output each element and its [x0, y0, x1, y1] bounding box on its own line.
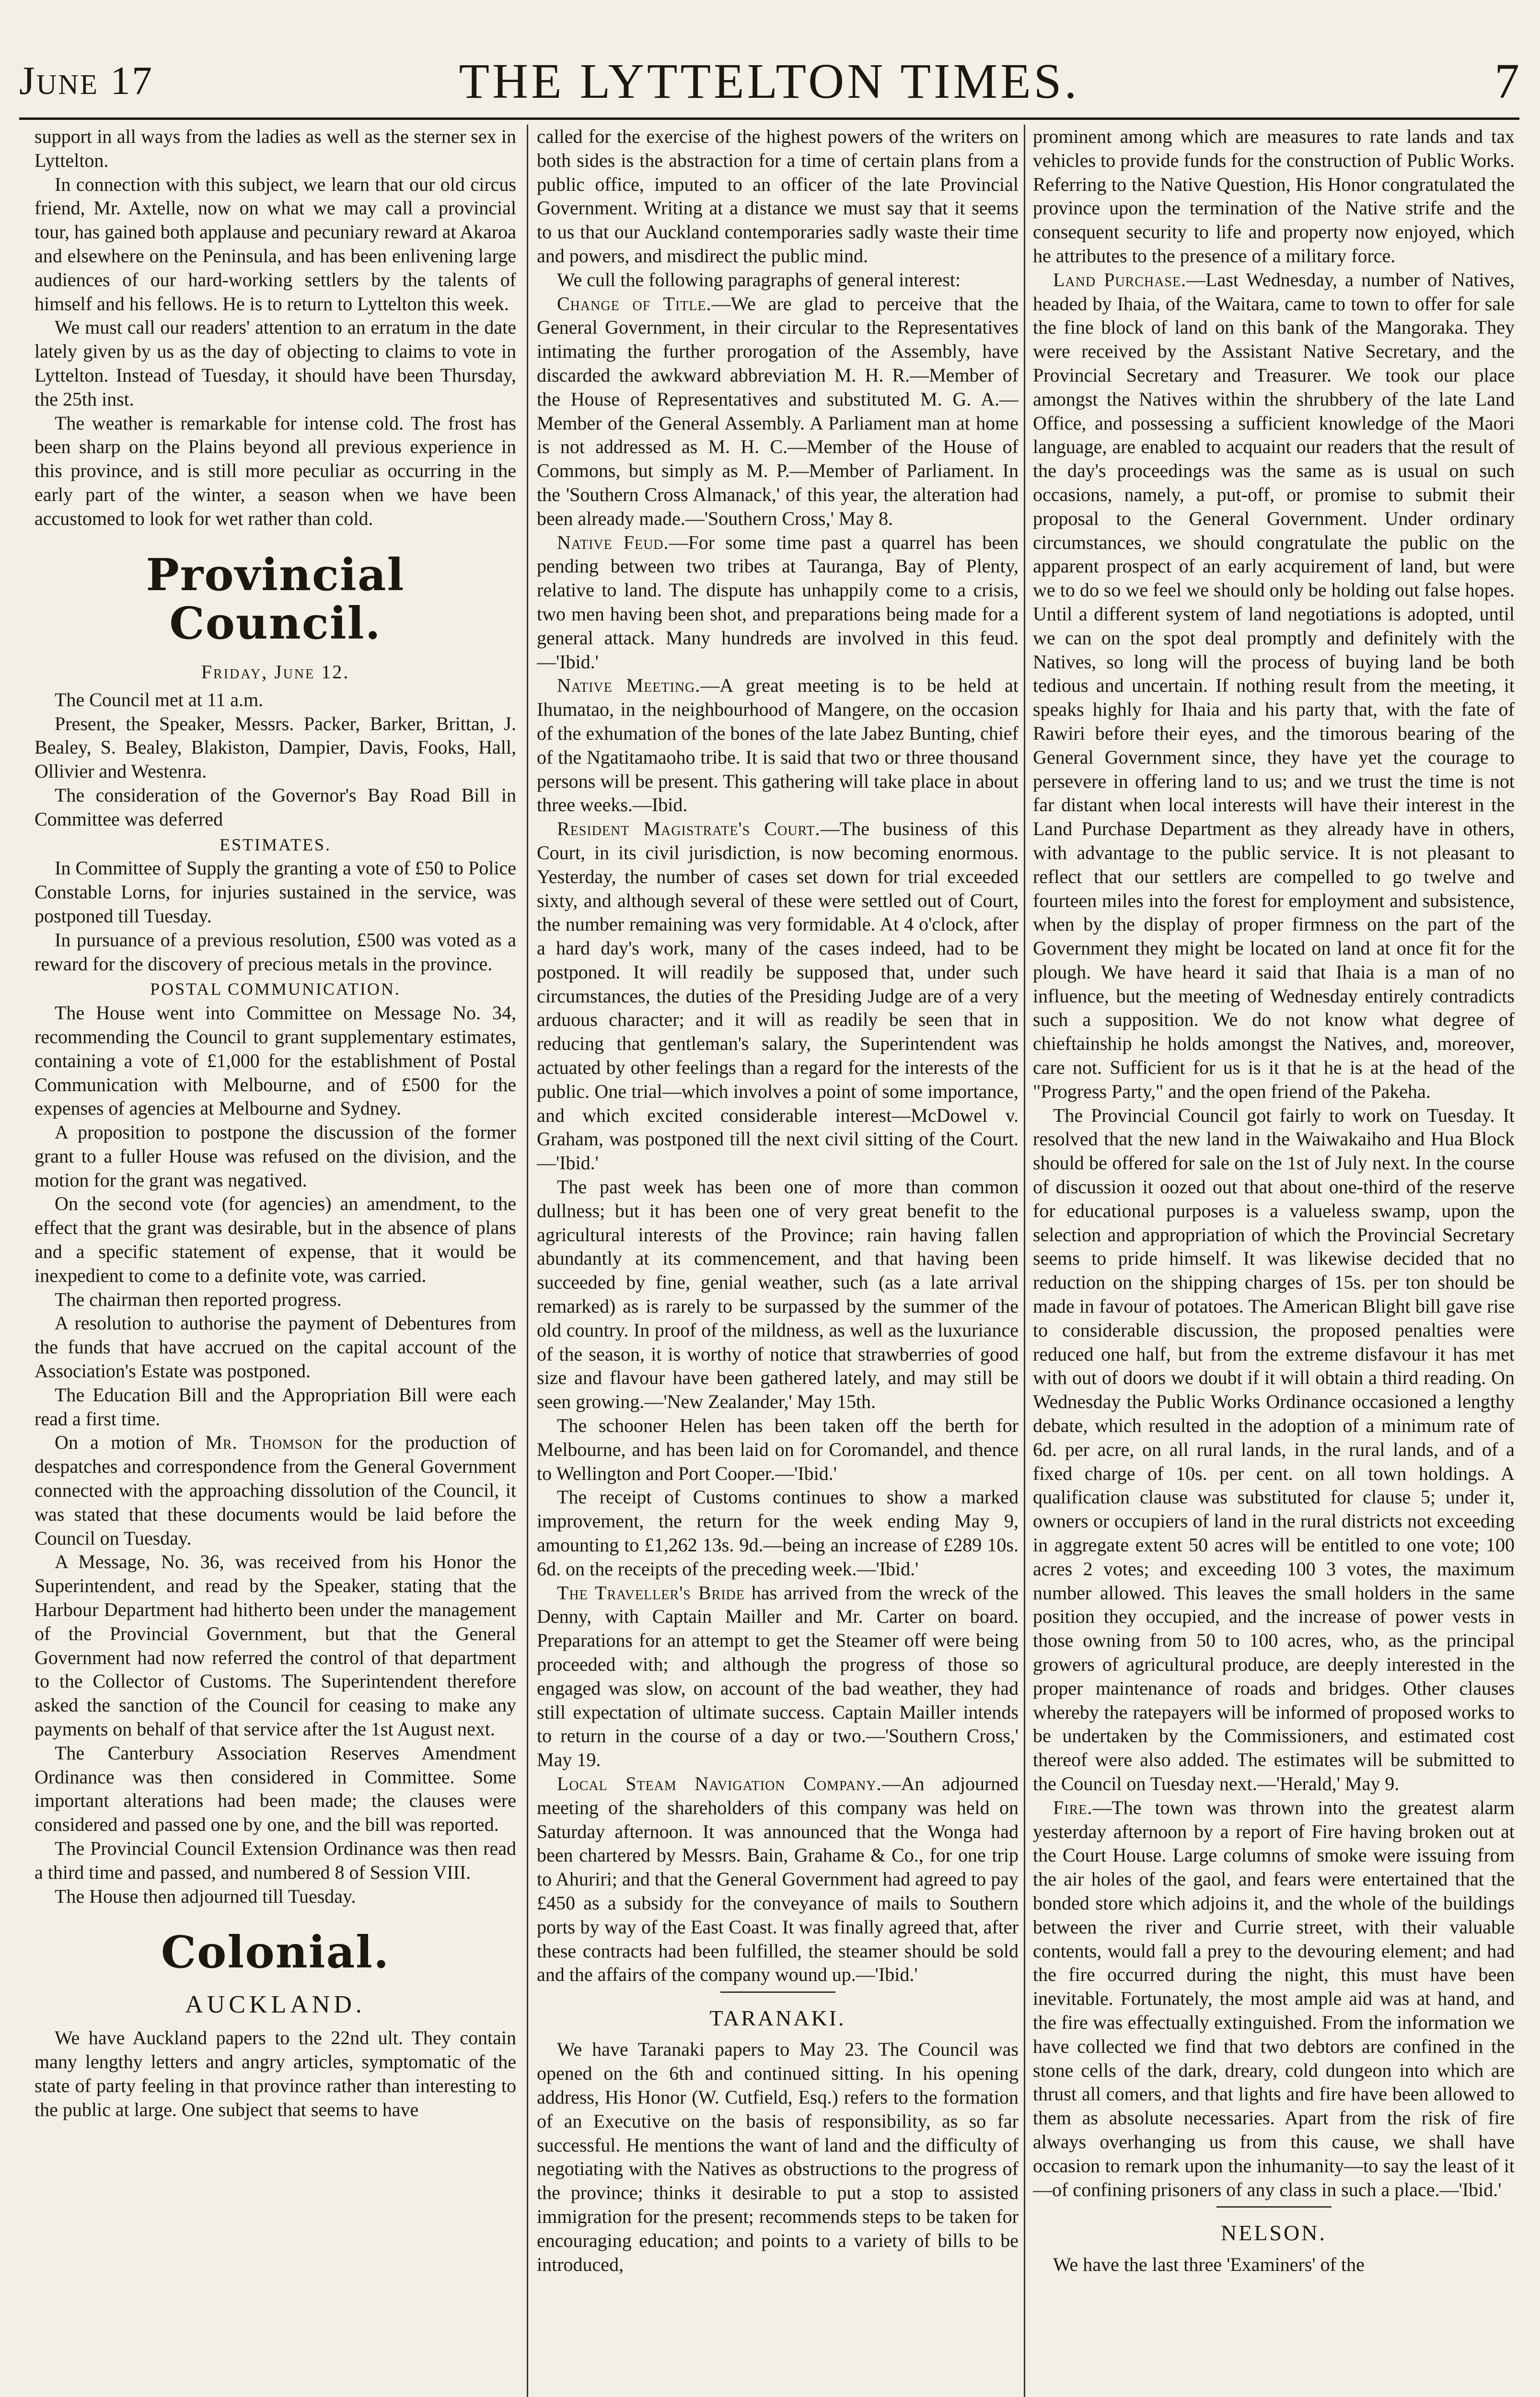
paragraph: support in all ways from the ladies as well as the sterner sex in Lyttelton.	[35, 126, 516, 171]
paragraph: called for the exercise of the highest powers of the writers on both sides is the abstraction for a time of certain plans from a public office, imputed to an officer of the late Provincial Government. Writing at a distance we must say that it seems to us that our Auckland contemporaries sadly waste their time and powers, and misdirect the public mind.	[537, 126, 1019, 267]
text-run: —The town was thrown into the greatest alarm yesterday afternoon by a report of Fire having broken out at the Court House. Large columns of smoke were issuing from the air holes of the gaol, and fears were entertained that the bonded store which adjoins it, and the whole of the buildings between the river and Currie street, with their valuable contents, would fall a prey to the devouring element; and had the fire occurred during the night, this must have been inevitable. Fortunately, the most ample aid was at hand, and the fire was effectually extinguished. From the information we have collected we find that two debtors are confined in the stone cells of the dark, dreary, cold dungeon into which are thrust all comers, and that lights and fire have been allowed to them as absolute necessaries. Apart from the risk of fire always overhanging us from this cause, we shall have occasion to remark upon the inhumanity—to say the least of it—of confining prisoners of any class in such a place.—'Ibid.'	[1033, 1796, 1515, 2200]
column-rule	[1024, 125, 1025, 2397]
text-run: —For some time past a quarrel has been pending between two tribes at Tauranga, Bay of Plenty, relative to land. The dispute has unhappily come to a crisis, two men having been shot, and preparations being made for a general attack. Many hundreds are involved in this feud.—'Ibid.'	[537, 531, 1019, 673]
paragraph	[537, 531, 1019, 674]
newspaper-title: THE LYTTELTON TIMES.	[459, 54, 1080, 109]
paragraph: The schooner Helen has been taken off the berth for Melbourne, and has been laid on for Coromandel, and thence to Wellington and Port Cooper.—'Ibid.'	[537, 1415, 1019, 1484]
subheading-auckland: AUCKLAND.	[185, 1990, 366, 2018]
paragraph	[1033, 1796, 1515, 2202]
subheading-postal-communication: POSTAL COMMUNICATION.	[150, 979, 401, 999]
text-run: —The business of this Court, in its civil jurisdiction, is now becoming enormous. Yesterday, the number of cases set down for trial exceeded sixty, and although several of these were settled out of Court, the number remaining was very formidable. At 4 o'clock, after a hard day's work, many of the cases indeed, had to be postponed. It will readily be supposed that, under such circumstances, the duties of the Presiding Judge are of a very arduous character; and it will as readily be seen that in reducing that gentleman's salary, the Superintendent was actuated by other feelings than a regard for the interests of the public. One trial—which involves a point of some importance, and which excited considerable interest—McDowel v. Graham, was postponed till the next civil sitting of the Court.—'Ibid.'	[537, 818, 1019, 1174]
paragraph: The Provincial Council Extension Ordinance was then read a third time and passed, and numbered 8 of Session VIII.	[35, 1838, 516, 1883]
person-name: Mr. Thomson	[205, 1431, 323, 1454]
paragraph	[537, 674, 1019, 817]
subheading-estimates: ESTIMATES.	[219, 835, 331, 854]
column-1	[35, 125, 516, 2397]
paragraph	[537, 1772, 1019, 1987]
paragraph: In Committee of Supply the granting a vote of £50 to Police Constable Lorns, for injuries sustained in the service, was postponed till Tuesday.	[35, 857, 516, 927]
paragraph: A resolution to authorise the payment of Debentures from the funds that have accrued on the capital account of the Association's Estate was postponed.	[35, 1312, 516, 1382]
paragraph-lead: Fire.	[1053, 1796, 1093, 1818]
paragraph-lead: Local Steam Navigation Company.	[557, 1772, 882, 1794]
paragraph: Present, the Speaker, Messrs. Packer, Barker, Brittan, J. Bealey, S. Bealey, Blakiston, Dampier, Davis, Fooks, Hall, Ollivier and Westenra.	[35, 712, 516, 782]
paragraph: A proposition to postpone the discussion of the former grant to a fuller House was refused on the division, and the motion for the grant was negatived.	[35, 1121, 516, 1191]
column-3	[1033, 125, 1515, 2397]
masthead	[19, 48, 1519, 120]
paragraph-lead: The Traveller's Bride	[557, 1582, 745, 1604]
text-run: —We are glad to perceive that the General Government, in their circular to the Representatives intimating the further prorogation of the Assembly, have discarded the awkward abbreviation M. H. R.—Member of the House of Representatives and substituted M. G. A.—Member of the General Assembly. A Parliament man at home is not addressed as M. H. C.—Member of the House of Commons, but simply as M. P.—Member of Parliament. In the 'Southern Cross Almanack,' of this year, the alteration had been already made.—'Southern Cross,' May 8.	[537, 292, 1019, 529]
paragraph: The receipt of Customs continues to show a marked improvement, the return for the week ending May 9, amounting to £1,262 13s. 9d.—being an increase of £289 10s. 6d. on the receipts of the preceding week.—'Ibid.'	[537, 1486, 1019, 1580]
paragraph	[35, 1431, 516, 1550]
section-heading-colonial: Colonial.	[161, 1926, 390, 1978]
text-run: On a motion of	[55, 1431, 194, 1454]
subheading-taranaki: TARANAKI.	[709, 2006, 846, 2031]
paragraph: The Council met at 11 a.m.	[55, 688, 264, 710]
paragraph: The weather is remarkable for intense cold. The frost has been sharp on the Plains beyond all previous experience in this province, and is still more peculiar as occurring in the early part of the winter, a season when we have been accustomed to look for wet rather than cold.	[35, 412, 516, 529]
masthead-rule	[19, 117, 1519, 120]
paragraph: The past week has been one of more than common dullness; but it has been one of very great benefit to the agricultural interests of the Province; rain having fallen abundantly at its commencement, and that having been succeeded by fine, genial weather, such (as a late arrival remarked) as is rarely to be surpassed by the summer of the old country. In proof of the mildness, as well as the luxuriance of the season, it is worthy of notice that strawberries of good size and flavour have been gathered lately, and may still be seen growing.—'New Zealander,' May 15th.	[537, 1176, 1019, 1413]
paragraph: We have Taranaki papers to May 23. The Council was opened on the 6th and continued sitting. In his opening address, His Honor (W. Cutfield, Esq.) refers to the formation of an Executive on the basis of responsibility, as so far successful. He mentions the want of land and the difficulty of negotiating with the Natives as obstructions to the progress of the province; thinks it desirable to put a stop to assisted immigration for the present; recommends steps to be taken for encouraging education; and points to a variety of bills to be introduced,	[537, 2038, 1019, 2275]
paragraph: The consideration of the Governor's Bay Road Bill in Committee was deferred	[35, 784, 516, 830]
paragraph: The Provincial Council got fairly to work on Tuesday. It resolved that the new land in the Waiwakaiho and Hua Block should be offered for sale on the 1st of July next. In the course of discussion it oozed out that about one-third of the reserve for educational purposes is a valueless swamp, upon the selection and appropriation of which the Provincial Secretary seems to pride himself. It was likewise decided that no reduction on the shipping charges of 15s. per ton should be made in favour of potatoes. The American Blight bill gave rise to considerable discussion, the proposed penalties were reduced one half, but from the extreme disfavour it has met with out of doors we doubt if it will obtain a third reading. On Wednesday the Public Works Ordinance occasioned a lengthy debate, which resulted in the adoption of a minimum rate of 6d. per acre, on all rural lands, in the rural lands, and of a fixed charge of 10s. per cent. on all town holdings. A qualification clause was substituted for clause 5; under it, owners or occupiers of land in the rural districts not exceeding in aggregate extent 50 acres will be entitled to one vote; 100 acres 2 votes; and exceeding 100 3 votes, the maximum number allowed. This leaves the small holders in the same position they occupied, and the increase of power vests in those owning from 50 to 100 acres, who, as the principal growers of agricultural produce, are deeply interested in the proper maintenance of roads and bridges. Other clauses whereby the ratepayers will be informed of proposed works to be undertaken by the Commissioners, and estimated cost thereof were also added. The estimates will be submitted to the Council on Tuesday next.—'Herald,' May 9.	[1033, 1104, 1515, 1794]
paragraph	[537, 817, 1019, 1175]
paragraph: We have the last three 'Examiners' of the	[1053, 2253, 1365, 2275]
column-2	[537, 125, 1019, 2397]
dateline: Friday, June 12.	[201, 661, 350, 683]
text-run: —A great meeting is to be held at Ihumatao, in the neighbourhood of Mangere, on the occasion of the exhumation of the bones of the late Jabez Bunting, chief of the Ngatitamaoho tribe. It is said that two or three thousand persons will be present. This gathering will take place in about three weeks.—Ibid.	[537, 675, 1019, 816]
paragraph: The House then adjourned till Tuesday.	[55, 1885, 356, 1907]
paragraph-lead: Change of Title.	[557, 292, 712, 314]
paragraph: A Message, No. 36, was received from his Honor the Superintendent, and read by the Speaker, stating that the Harbour Department had hitherto been under the management of the Provincial Government, but that the General Government had now referred the control of that department to the Collector of Customs. The Superintendent therefore asked the sanction of the Council for ceasing to make any payments on behalf of that service after the 1st August next.	[35, 1551, 516, 1740]
separator-rule	[720, 1991, 835, 1993]
page-number: 7	[1494, 54, 1519, 109]
issue-date: June 17	[19, 58, 153, 103]
text-run: has arrived from the wreck of the Denny, with Captain Mailler and Mr. Carter on board. Preparations for an attempt to get the Steamer off were being proceeded with; and although the progress of those so engaged was slow, on account of the bad weather, they had still expectation of ultimate success. Captain Mailler intends to return in the course of a day or two.—'Southern Cross,' May 19.	[537, 1582, 1019, 1771]
paragraph	[1033, 268, 1515, 1104]
paragraph	[537, 292, 1019, 531]
section-heading-provincial-council: Provincial Council.	[146, 548, 405, 649]
subheading-nelson: NELSON.	[1221, 2221, 1327, 2246]
paragraph-lead: Resident Magistrate's Court.	[557, 818, 821, 840]
paragraph: We cull the following paragraphs of general interest:	[557, 268, 961, 291]
text-run: —Last Wednesday, a number of Natives, headed by Ihaia, of the Waitara, came to town to offer for sale the fine block of land on this bank of the Mangoraka. They were received by the Assistant Native Secretary, and the Provincial Secretary and Treasurer. We took our place amongst the Natives within the shrubbery of the late Land Office, and possessing a sufficient knowledge of the Maori language, are enabled to acquaint our readers that the result of the day's proceedings was the same as is usual on such occasions, namely, a put-off, or promise to submit their proposal to the General Government. Under ordinary circumstances, we should congratulate the public on the apparent prospect of an early acquirement of land, but were we to do so we feel we should only be holding out false hopes. Until a different system of land negotiations is adopted, until we can on the spot deal promptly and definitely with the Natives, so long will the process of buying land be both tedious and uncertain. If nothing result from the meeting, it speaks highly for Ihaia and his party that, with the fate of Rawiri before their eyes, and the timorous bearing of the General Government since, they have yet the courage to persevere in offering land to us; and we trust the time is not far distant when local interests will have their interest in the Land Purchase Department as they already have in others, with advantage to the public service. It is not pleasant to reflect that our settlers are compelled to go twelve and fourteen miles into the forest for employment and subsistence, when by the display of proper firmness on the part of the Government they might be located on land at once fit for the plough. We have heard it said that Ihaia is a man of no influence, but the meeting of Wednesday entirely contradicts such a supposition. We do not know what degree of chieftainship he holds amongst the Natives, and, moreover, care not. Sufficient for us is it that he is at the head of the "Progress Party," and the open friend of the Pakeha.	[1033, 268, 1515, 1102]
paragraph: In connection with this subject, we learn that our old circus friend, Mr. Axtelle, now on what we may call a provincial tour, has gained both applause and pecuniary reward at Akaroa and elsewhere on the Peninsula, and has been enlivening large audiences of our hard-working settlers by the talents of himself and his fellows. He is to return to Lyttelton this week.	[35, 173, 516, 314]
text-run: for the production of despatches and correspondence from the General Government connected with the approaching dissolution of the Council, it was stated that these documents would be laid before the Council on Tuesday.	[35, 1431, 516, 1549]
paragraph-lead: Native Feud.	[557, 531, 669, 553]
paragraph: We have Auckland papers to the 22nd ult. They contain many lengthy letters and angry articles, symptomatic of the state of party feeling in that province rather than interesting to the public at large. One subject that seems to have	[35, 2027, 516, 2120]
paragraph: The Canterbury Association Reserves Amendment Ordinance was then considered in Committee. Some important alterations had been made; the clauses were considered and passed one by one, and the bill was reported.	[35, 1742, 516, 1836]
paragraph: prominent among which are measures to rate lands and tax vehicles to provide funds for the construction of Public Works. Referring to the Native Question, His Honor congratulated the province upon the termination of the Native strife and the consequent security to life and property now enjoyed, which he attributes to the presence of a military force.	[1033, 126, 1515, 267]
paragraph: The Education Bill and the Appropriation Bill were each read a first time.	[35, 1384, 516, 1430]
paragraph	[537, 1581, 1019, 1772]
paragraph-lead: Land Purchase.	[1053, 268, 1187, 291]
separator-rule	[1216, 2206, 1332, 2208]
paragraph: We must call our readers' attention to an erratum in the date lately given by us as the day of objecting to claims to vote in Lyttelton. Instead of Tuesday, it should have been Thursday, the 25th inst.	[35, 316, 516, 410]
paragraph-lead: Native Meeting.	[557, 675, 701, 697]
paragraph: The chairman then reported progress.	[55, 1288, 342, 1310]
text-run: —An adjourned meeting of the shareholders of this company was held on Saturday afternoon. It was announced that the Wonga had been chartered by Messrs. Bain, Grahame & Co., for one trip to Ahuriri; and that the General Government had agreed to pay £450 as a subsidy for the conveyance of mails to Southern ports by way of the East Coast. It was finally agreed that, after these contracts had been fulfilled, the steamer should be sold and the affairs of the company wound up.—'Ibid.'	[537, 1772, 1019, 1986]
paragraph: In pursuance of a previous resolution, £500 was voted as a reward for the discovery of precious metals in the province.	[35, 929, 516, 975]
column-rule	[527, 125, 528, 2397]
paragraph: The House went into Committee on Message No. 34, recommending the Council to grant supplementary estimates, containing a vote of £1,000 for the establishment of Postal Communication with Melbourne, and of £500 for the expenses of agencies at Melbourne and Sydney.	[35, 1002, 516, 1119]
paragraph: On the second vote (for agencies) an amendment, to the effect that the grant was desirable, but in the absence of plans and a specific statement of expense, that it would be inexpedient to come to a definite vote, was carried.	[35, 1193, 516, 1286]
